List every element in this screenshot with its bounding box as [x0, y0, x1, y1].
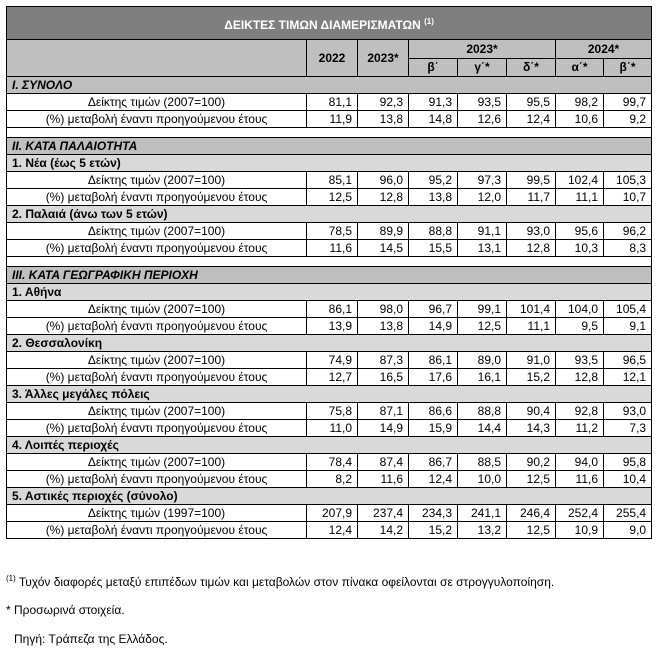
- value-cell: 88,5: [458, 454, 507, 471]
- table-row: [7, 403, 652, 420]
- value-cell: 12,5: [507, 471, 556, 488]
- value-cell: 81,1: [307, 94, 358, 111]
- section-title-row: [7, 138, 652, 155]
- value-cell: 15,2: [409, 522, 458, 539]
- subsection-title: 1. Αθήνα: [7, 284, 652, 301]
- section-title-row: [7, 267, 652, 284]
- spacer-cell: [7, 128, 652, 138]
- value-cell: 14,2: [358, 522, 409, 539]
- value-cell: 93,5: [458, 94, 507, 111]
- value-cell: 10,3: [556, 240, 604, 257]
- subsection-title-row: [7, 335, 652, 352]
- value-cell: 11,1: [507, 318, 556, 335]
- table-row: [7, 352, 652, 369]
- table-row: [7, 240, 652, 257]
- row-label: Δείκτης τιμών (2007=100): [7, 94, 307, 111]
- table-row: [7, 369, 652, 386]
- header-blank: [7, 40, 307, 77]
- value-cell: 13,8: [409, 189, 458, 206]
- value-cell: 11,0: [307, 420, 358, 437]
- value-cell: 15,2: [507, 369, 556, 386]
- table-row: [7, 94, 652, 111]
- value-cell: 14,5: [358, 240, 409, 257]
- row-label: (%) μεταβολή έναντι προηγούμενου έτους: [7, 318, 307, 335]
- value-cell: 12,1: [604, 369, 652, 386]
- value-cell: 237,4: [358, 505, 409, 522]
- row-label: (%) μεταβολή έναντι προηγούμενου έτους: [7, 522, 307, 539]
- value-cell: 105,4: [604, 301, 652, 318]
- value-cell: 12,5: [507, 522, 556, 539]
- row-label: Δείκτης τιμών (2007=100): [7, 223, 307, 240]
- value-cell: 8,3: [604, 240, 652, 257]
- row-label: (%) μεταβολή έναντι προηγούμενου έτους: [7, 420, 307, 437]
- table-row: [7, 522, 652, 539]
- value-cell: 86,1: [409, 352, 458, 369]
- value-cell: 11,6: [358, 471, 409, 488]
- table-row: [7, 189, 652, 206]
- value-cell: 74,9: [307, 352, 358, 369]
- row-label: Δείκτης τιμών (2007=100): [7, 301, 307, 318]
- value-cell: 12,4: [507, 111, 556, 128]
- subsection-title-row: [7, 437, 652, 454]
- value-cell: 8,2: [307, 471, 358, 488]
- value-cell: 12,6: [458, 111, 507, 128]
- subsection-title-row: [7, 284, 652, 301]
- spacer-row: [7, 257, 652, 267]
- value-cell: 14,9: [409, 318, 458, 335]
- spacer-cell: [7, 257, 652, 267]
- value-cell: 96,0: [358, 172, 409, 189]
- table-row: [7, 454, 652, 471]
- value-cell: 87,3: [358, 352, 409, 369]
- value-cell: 14,9: [358, 420, 409, 437]
- spacer-row: [7, 128, 652, 138]
- value-cell: 12,7: [307, 369, 358, 386]
- subsection-title: 2. Παλαιά (άνω των 5 ετών): [7, 206, 652, 223]
- value-cell: 7,3: [604, 420, 652, 437]
- table-row: [7, 318, 652, 335]
- value-cell: 96,5: [604, 352, 652, 369]
- value-cell: 14,4: [458, 420, 507, 437]
- value-cell: 99,1: [458, 301, 507, 318]
- group-header-2023: 2023*: [409, 40, 556, 59]
- value-cell: 75,8: [307, 403, 358, 420]
- row-label: (%) μεταβολή έναντι προηγούμενου έτους: [7, 471, 307, 488]
- value-cell: 11,6: [556, 471, 604, 488]
- value-cell: 89,0: [458, 352, 507, 369]
- value-cell: 90,4: [507, 403, 556, 420]
- value-cell: 13,1: [458, 240, 507, 257]
- value-cell: 102,4: [556, 172, 604, 189]
- table-row: [7, 471, 652, 488]
- footnote: $^{(1)}$ Τυχόν διαφορές μεταξύ επιπέδων τιμών και μεταβολών στον πίνακα οφείλονται σε στρογγυλοποίηση.: [6, 574, 555, 589]
- value-cell: 11,7: [507, 189, 556, 206]
- value-cell: 14,3: [507, 420, 556, 437]
- row-label: (%) μεταβολή έναντι προηγούμενου έτους: [7, 111, 307, 128]
- value-cell: 99,5: [507, 172, 556, 189]
- value-cell: 9,1: [604, 318, 652, 335]
- value-cell: 98,0: [358, 301, 409, 318]
- subsection-title-row: [7, 206, 652, 223]
- quarter-header: β΄*: [604, 59, 652, 77]
- row-label: (%) μεταβολή έναντι προηγούμενου έτους: [7, 240, 307, 257]
- value-cell: 12,0: [458, 189, 507, 206]
- value-cell: 10,0: [458, 471, 507, 488]
- value-cell: 91,0: [507, 352, 556, 369]
- value-cell: 94,0: [556, 454, 604, 471]
- table-row: [7, 223, 652, 240]
- subsection-title-row: [7, 155, 652, 172]
- value-cell: 10,6: [556, 111, 604, 128]
- table-row: [7, 172, 652, 189]
- value-cell: 207,9: [307, 505, 358, 522]
- value-cell: 10,4: [604, 471, 652, 488]
- value-cell: 78,4: [307, 454, 358, 471]
- value-cell: 89,9: [358, 223, 409, 240]
- value-cell: 11,9: [307, 111, 358, 128]
- quarter-header: γ΄*: [458, 59, 507, 77]
- row-label: Δείκτης τιμών (1997=100): [7, 505, 307, 522]
- value-cell: 97,3: [458, 172, 507, 189]
- section-title: II. ΚΑΤΑ ΠΑΛΑΙΟΤΗΤΑ: [7, 138, 652, 155]
- quarter-header: δ΄*: [507, 59, 556, 77]
- value-cell: 88,8: [458, 403, 507, 420]
- value-cell: 12,8: [358, 189, 409, 206]
- subsection-title: 5. Αστικές περιοχές (σύνολο): [7, 488, 652, 505]
- value-cell: 96,7: [409, 301, 458, 318]
- value-cell: 12,8: [507, 240, 556, 257]
- quarter-header: α΄*: [556, 59, 604, 77]
- row-label: Δείκτης τιμών (2007=100): [7, 172, 307, 189]
- value-cell: 10,9: [556, 522, 604, 539]
- table-row: [7, 301, 652, 318]
- value-cell: 9,2: [604, 111, 652, 128]
- value-cell: 15,9: [409, 420, 458, 437]
- value-cell: 252,4: [556, 505, 604, 522]
- table-row: [7, 420, 652, 437]
- subsection-title-row: [7, 488, 652, 505]
- value-cell: 86,1: [307, 301, 358, 318]
- value-cell: 14,8: [409, 111, 458, 128]
- value-cell: 13,8: [358, 318, 409, 335]
- value-cell: 12,8: [556, 369, 604, 386]
- year-header: 2022: [307, 40, 358, 77]
- quarter-header: β΄: [409, 59, 458, 77]
- value-cell: 92,8: [556, 403, 604, 420]
- value-cell: 12,5: [307, 189, 358, 206]
- table-title: ΔΕΙΚΤΕΣ ΤΙΜΩΝ ΔΙΑΜΕΡΙΣΜΑΤΩΝ $^{(1)}$: [7, 7, 652, 40]
- value-cell: 95,8: [604, 454, 652, 471]
- group-header-2024: 2024*: [556, 40, 652, 59]
- value-cell: 13,9: [307, 318, 358, 335]
- value-cell: 105,3: [604, 172, 652, 189]
- value-cell: 95,6: [556, 223, 604, 240]
- value-cell: 85,1: [307, 172, 358, 189]
- value-cell: 87,1: [358, 403, 409, 420]
- value-cell: 12,4: [409, 471, 458, 488]
- value-cell: 9,0: [604, 522, 652, 539]
- subsection-title: 1. Νέα (έως 5 ετών): [7, 155, 652, 172]
- subsection-title: 2. Θεσσαλονίκη: [7, 335, 652, 352]
- value-cell: 16,1: [458, 369, 507, 386]
- row-label: Δείκτης τιμών (2007=100): [7, 352, 307, 369]
- value-cell: 90,2: [507, 454, 556, 471]
- value-cell: 10,7: [604, 189, 652, 206]
- value-cell: 91,3: [409, 94, 458, 111]
- subsection-title: 4. Λοιπές περιοχές: [7, 437, 652, 454]
- value-cell: 9,5: [556, 318, 604, 335]
- value-cell: 93,5: [556, 352, 604, 369]
- provisional-note: * Προσωρινά στοιχεία.: [6, 603, 125, 617]
- value-cell: 13,2: [458, 522, 507, 539]
- value-cell: 241,1: [458, 505, 507, 522]
- value-cell: 12,4: [307, 522, 358, 539]
- value-cell: 11,6: [307, 240, 358, 257]
- row-label: (%) μεταβολή έναντι προηγούμενου έτους: [7, 189, 307, 206]
- table-row: [7, 505, 652, 522]
- row-label: (%) μεταβολή έναντι προηγούμενου έτους: [7, 369, 307, 386]
- value-cell: 15,5: [409, 240, 458, 257]
- value-cell: 12,5: [458, 318, 507, 335]
- value-cell: 234,3: [409, 505, 458, 522]
- source-note: Πηγή: Τράπεζα της Ελλάδος.: [14, 632, 168, 646]
- row-label: Δείκτης τιμών (2007=100): [7, 454, 307, 471]
- value-cell: 11,1: [556, 189, 604, 206]
- price-index-table: [6, 6, 652, 539]
- value-cell: 78,5: [307, 223, 358, 240]
- value-cell: 93,0: [604, 403, 652, 420]
- value-cell: 87,4: [358, 454, 409, 471]
- value-cell: 101,4: [507, 301, 556, 318]
- value-cell: 246,4: [507, 505, 556, 522]
- value-cell: 17,6: [409, 369, 458, 386]
- value-cell: 95,5: [507, 94, 556, 111]
- year-header: 2023*: [358, 40, 409, 77]
- value-cell: 98,2: [556, 94, 604, 111]
- value-cell: 86,6: [409, 403, 458, 420]
- value-cell: 96,2: [604, 223, 652, 240]
- value-cell: 92,3: [358, 94, 409, 111]
- value-cell: 86,7: [409, 454, 458, 471]
- value-cell: 13,8: [358, 111, 409, 128]
- table-row: [7, 111, 652, 128]
- subsection-title: 3. Άλλες μεγάλες πόλεις: [7, 386, 652, 403]
- value-cell: 99,7: [604, 94, 652, 111]
- value-cell: 93,0: [507, 223, 556, 240]
- section-title: I. ΣΥΝΟΛΟ: [7, 77, 652, 94]
- value-cell: 255,4: [604, 505, 652, 522]
- section-title: III. ΚΑΤΑ ΓΕΩΓΡΑΦΙΚΗ ΠΕΡΙΟΧΗ: [7, 267, 652, 284]
- value-cell: 88,8: [409, 223, 458, 240]
- value-cell: 91,1: [458, 223, 507, 240]
- row-label: Δείκτης τιμών (2007=100): [7, 403, 307, 420]
- value-cell: 16,5: [358, 369, 409, 386]
- value-cell: 104,0: [556, 301, 604, 318]
- value-cell: 11,2: [556, 420, 604, 437]
- value-cell: 95,2: [409, 172, 458, 189]
- subsection-title-row: [7, 386, 652, 403]
- section-title-row: [7, 77, 652, 94]
